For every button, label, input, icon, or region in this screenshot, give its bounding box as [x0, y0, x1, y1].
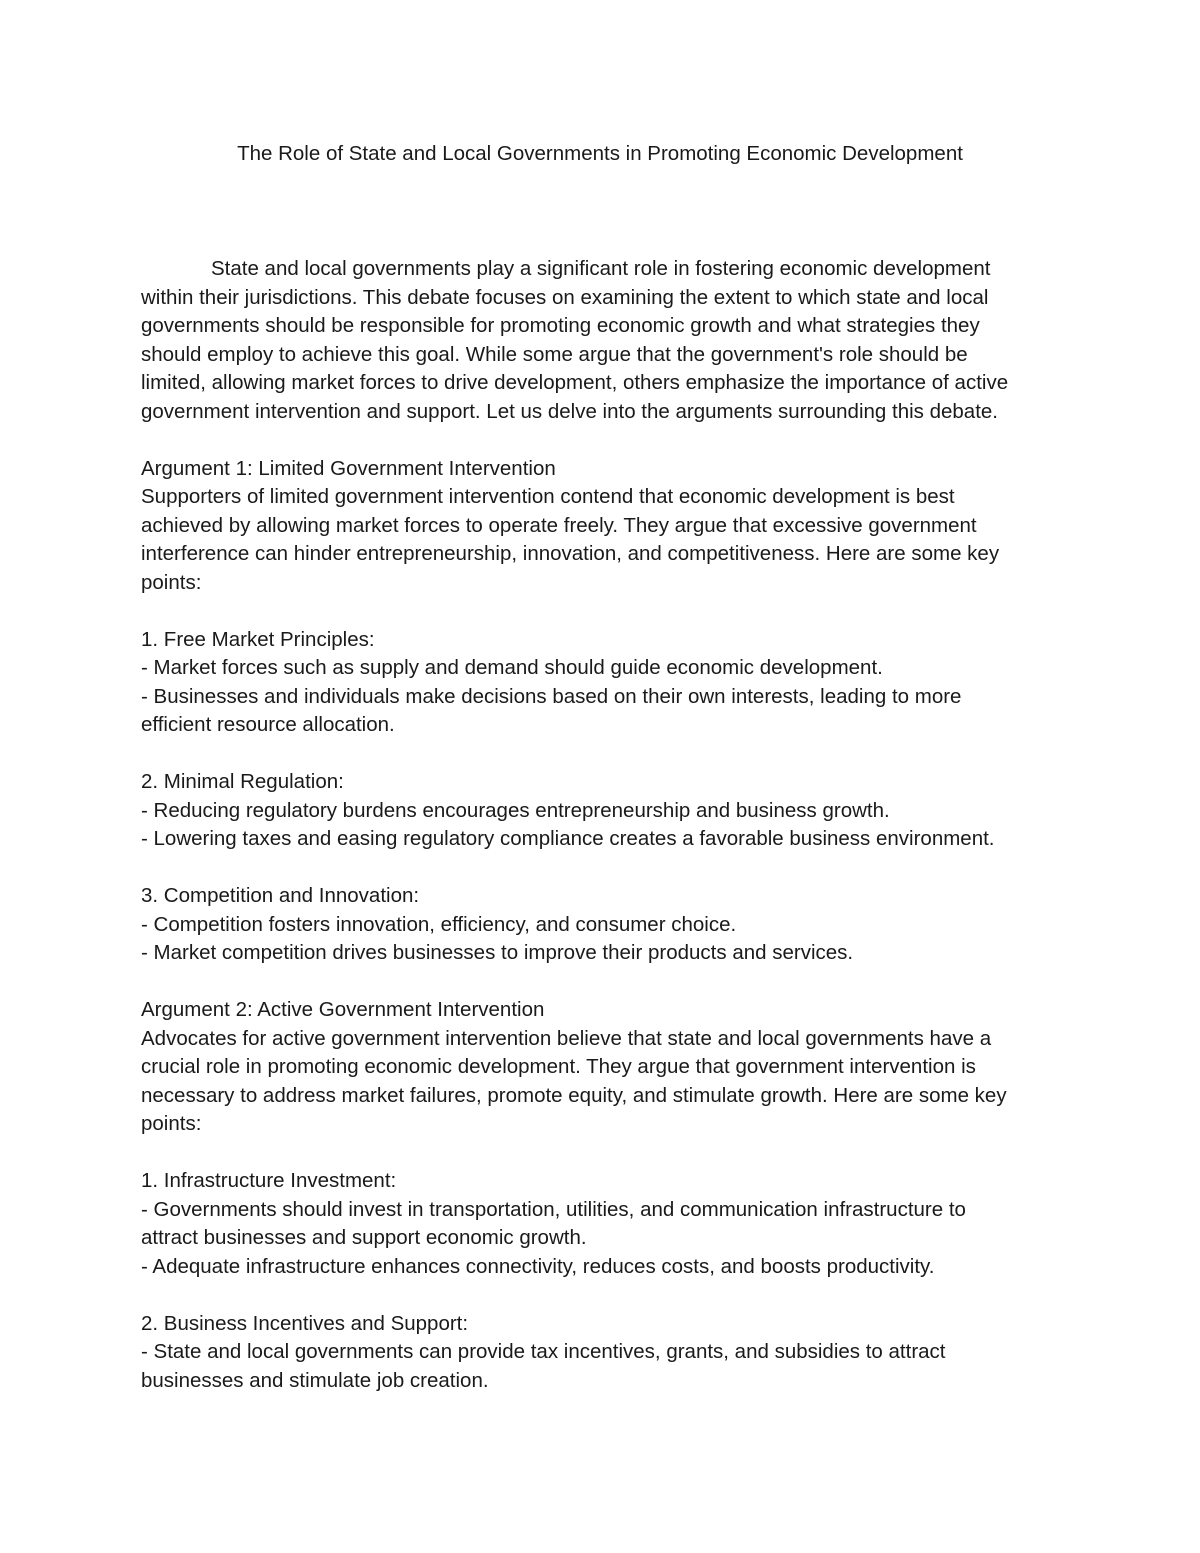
argument-1-point-3: 3. Competition and Innovation: - Competition fosters innovation, efficiency, and consumer choice. - Market competition drives businesses to improve their products and services.	[141, 884, 854, 964]
argument-1-point-1: 1. Free Market Principles: - Market forces such as supply and demand should guide economic development. - Businesses and individuals make decisions based on their own interests, leading to more efficient resource allocation.	[141, 627, 962, 736]
argument-2-point-1: 1. Infrastructure Investment: - Governments should invest in transportation, utilities, and communication infrastructure to attract businesses and support economic growth. - Adequate infrastructure enhances connectivity, reduces costs, and boosts productivity.	[141, 1169, 966, 1278]
document-title: The Role of State and Local Governments in Promoting Economic Development	[237, 142, 963, 165]
document-body	[141, 255, 1066, 1395]
intro-paragraph: State and local governments play a significant role in fostering economic development within their jurisdictions. This debate focuses on examining the extent to which state and local governments should be responsible for promoting economic growth and what strategies they should employ to achieve this goal. While some argue that the government's role should be limited, allowing market forces to drive development, others emphasize the importance of active government intervention and support. Let us delve into the arguments surrounding this debate.	[141, 257, 1009, 423]
argument-1-paragraph: Argument 1: Limited Government Intervention Supporters of limited government intervention contend that economic development is best achieved by allowing market forces to operate freely. They argue that excessive government interference can hinder entrepreneurship, innovation, and competitiveness. Here are some key points:	[141, 456, 1000, 594]
argument-1-point-2: 2. Minimal Regulation: - Reducing regulatory burdens encourages entrepreneurship and business growth. - Lowering taxes and easing regulatory compliance creates a favorable business environment.	[141, 770, 995, 850]
argument-2-point-2: 2. Business Incentives and Support: - State and local governments can provide tax incentives, grants, and subsidies to attract businesses and stimulate job creation.	[141, 1311, 946, 1392]
argument-2-paragraph: Argument 2: Active Government Intervention Advocates for active government intervention believe that state and local governments have a crucial role in promoting economic development. They argue that government intervention is necessary to address market failures, promote equity, and stimulate growth. Here are some key points:	[141, 998, 1007, 1135]
